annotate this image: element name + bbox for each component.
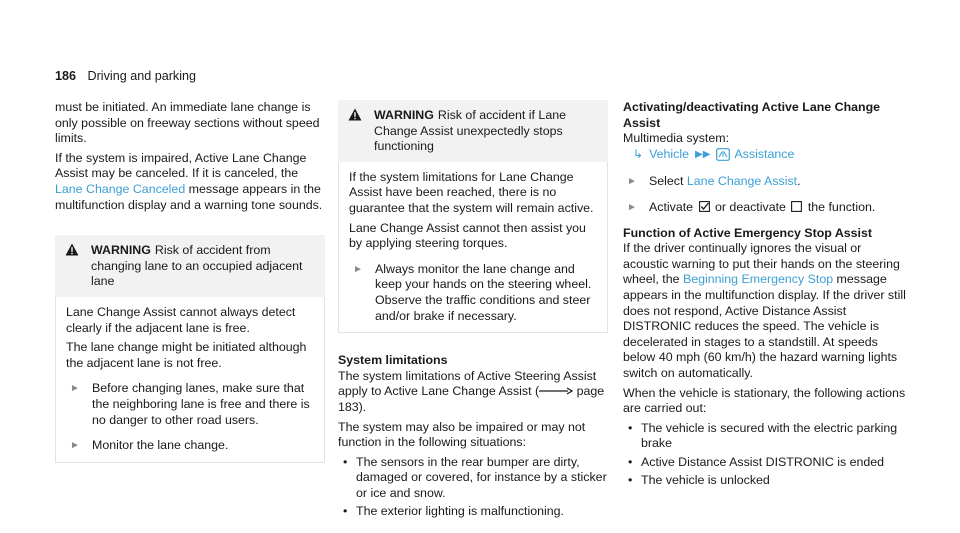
menu-path (623, 147, 908, 163)
warning-label: WARNING (374, 108, 434, 122)
step-arrow-icon: ► (353, 263, 363, 275)
step-arrow-icon: ► (627, 201, 637, 213)
menu-item-vehicle[interactable]: Vehicle (649, 146, 690, 161)
assistance-icon (716, 148, 730, 161)
warning-triangle-icon (65, 243, 91, 290)
warning-box (55, 235, 325, 463)
paragraph: The lane change might be initiated although the adjacent lane is not free. (66, 340, 307, 370)
page-header (55, 69, 196, 85)
paragraph: If the system is impaired, Active Lane Change Assist may be canceled. If it is canceled, the Lane Change Canceled message appears in the multifunction display and a warning tone sounds. (55, 150, 323, 212)
section-title: Driving and parking (87, 69, 197, 83)
bullet-icon: • (343, 454, 348, 469)
instruction-step: ► Monitor the lane change. (66, 438, 314, 454)
display-message: Lane Change Canceled (55, 181, 186, 196)
instruction-step: ► Select Lane Change Assist. (623, 174, 908, 190)
paragraph: The system limitations of Active Steering Assist apply to Active Lane Change Assist ( page 183). (338, 368, 605, 414)
bullet-icon: • (628, 420, 633, 435)
paragraph: must be initiated. An immediate lane change is only possible on freeway sections without speed limits. (55, 100, 320, 146)
warning-header (55, 235, 325, 297)
bullet-icon: • (343, 504, 348, 519)
return-arrow-icon: ↳ (633, 146, 644, 161)
menu-item-lane-change-assist[interactable]: Lane Change Assist (686, 174, 798, 189)
menu-item-assistance[interactable]: Assistance (734, 146, 795, 161)
warning-label: WARNING (91, 243, 151, 258)
column-right (623, 100, 908, 489)
section-heading: System limitations (338, 353, 448, 368)
page-reference[interactable]: page 183). (338, 384, 605, 414)
paragraph: If the system limitations for Lane Change Assist have been reached, there is no guarantee that the system will remain active. (349, 169, 594, 215)
column-middle (338, 100, 608, 520)
warning-triangle-icon (348, 108, 374, 155)
step-arrow-icon: ► (70, 440, 80, 452)
step-arrow-icon: ► (70, 383, 80, 395)
multimedia-label: Multimedia system: (623, 131, 730, 146)
double-chevron-icon: ▶▶ (695, 148, 711, 160)
column-left (55, 100, 325, 463)
paragraph: When the vehicle is stationary, the following actions are carried out: (623, 385, 906, 416)
warning-title: Risk of accident if Lane Change Assist unexpectedly stops functioning (374, 108, 566, 154)
section-heading: Function of Active Emergency Stop Assist (623, 225, 873, 240)
paragraph: Lane Change Assist cannot always detect clearly if the adjacent lane is free. (66, 304, 296, 335)
step-arrow-icon: ► (627, 176, 637, 188)
warning-body (55, 297, 325, 463)
warning-title: Risk of accident from changing lane to an occupied adjacent lane (91, 243, 303, 289)
paragraph: The system may also be impaired or may not function in the following situations: (338, 419, 586, 450)
page-reference-arrow-icon (539, 387, 573, 395)
display-message: Beginning Emergency Stop (682, 272, 834, 287)
list-item: • Active Distance Assist DISTRONIC is ended (623, 455, 908, 471)
list-item: • The vehicle is secured with the electric parking brake (623, 421, 908, 452)
section-heading: Activating/deactivating Active Lane Change Assist (623, 100, 881, 130)
list-item: • The sensors in the rear bumper are dirty, damaged or covered, for instance by a sticker or ice and snow. (338, 455, 608, 502)
warning-header (338, 100, 608, 162)
instruction-step: ► Activate or deactivate the function. (623, 200, 908, 216)
bullet-icon: • (628, 473, 633, 488)
bullet-icon: • (628, 454, 633, 469)
checkbox-checked-icon (699, 201, 710, 212)
warning-box (338, 100, 608, 333)
paragraph: If the driver continually ignores the visual or acoustic warning to put their hands on the steering wheel, the Beginning Emergency Stop message appears in the multifunction display. If the driver still does not respond, Active Distance Assist DISTRONIC reduces the speed. The vehicle is decelerated in stages to a standstill. At speeds below 40 mph (60 km/h) the hazard warning lights switch on automatically. (623, 241, 906, 380)
instruction-step: ► Always monitor the lane change and keep your hands on the steering wheel. Observe the traffic conditions and steer and/or brake if necessary. (349, 262, 597, 324)
warning-body (338, 162, 608, 333)
instruction-step: ► Before changing lanes, make sure that the neighboring lane is free and there is no danger to other road users. (66, 381, 314, 428)
list-item: • The vehicle is unlocked (623, 473, 908, 489)
list-item: • The exterior lighting is malfunctioning. (338, 504, 608, 520)
page-number: 186 (55, 69, 77, 83)
paragraph: Lane Change Assist cannot then assist you by applying steering torques. (349, 220, 586, 251)
checkbox-unchecked-icon (791, 201, 802, 212)
